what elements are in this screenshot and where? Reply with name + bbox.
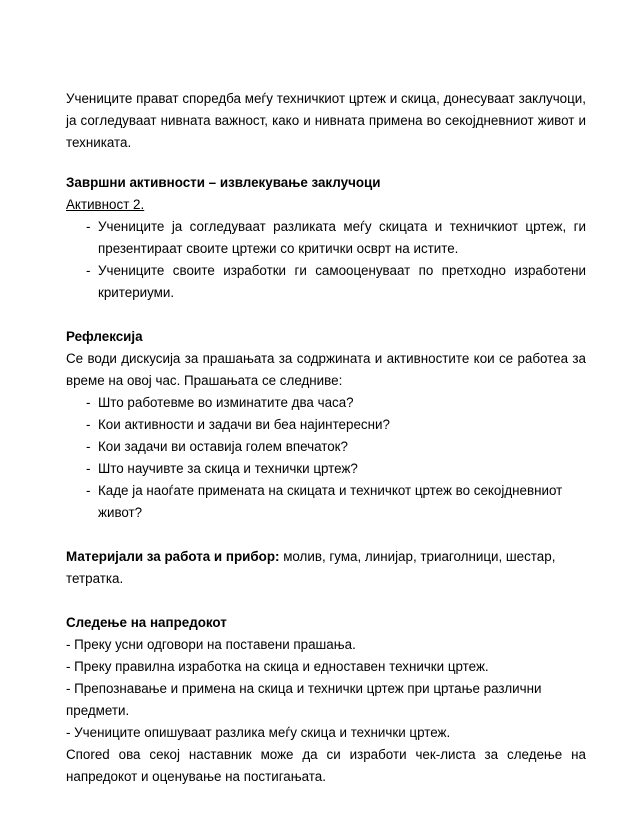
final-activities-list: [66, 216, 586, 304]
activity-label: Активност 2.: [66, 197, 145, 212]
progress-line: - Препознавање и примена на скица и технички цртеж при цртање различни предмети.: [66, 681, 542, 718]
document-page: [66, 88, 586, 788]
progress-heading: Следење на напредокот: [66, 615, 227, 630]
progress-line: - Учениците опишуваат разлика меѓу скица и технички цртеж.: [66, 725, 451, 740]
materials-line: [66, 546, 586, 590]
list-item: - Што работевме во изминатите два часа?: [66, 392, 586, 414]
materials-text: молив, гума, линијар, триаголници, шестар, тетратка.: [66, 549, 556, 586]
intro-paragraph: Учениците прават споредба меѓу техничкиот цртеж и скица, донесуваат заклучоци, ја согледуваат нивната важност, како и нивната примена во секојдневниот живот и техниката.: [66, 91, 586, 150]
progress-closing: Спored ова секој наставник може да си изработи чек-листа за следење на напредокот и оценување на постигањата.: [66, 747, 586, 784]
list-item: - Кои задачи ви оставија голем впечаток?: [66, 436, 586, 458]
list-item: - Учениците своите изработки ги самооценуваат по претходно изработени критериуми.: [66, 260, 586, 304]
reflection-intro: Се води дискусија за прашањата за содржината и активностите кои се работеа за време на овој час. Прашањата се следниве:: [66, 351, 586, 388]
list-item: - Каде ја наоѓате примената на скицата и техничкот цртеж во секојдневниот живот?: [66, 480, 586, 524]
materials-label: Материјали за работа и прибор:: [66, 549, 280, 564]
list-item: - Учениците ја согледуваат разликата меѓу скицата и техничкиот цртеж, ги презентираат своите цртежи со критички осврт на истите.: [66, 216, 586, 260]
list-item: - Што научивте за скица и технички цртеж?: [66, 458, 586, 480]
reflection-heading: Рефлексија: [66, 329, 143, 344]
list-item: - Кои активности и задачи ви беа најинтересни?: [66, 414, 586, 436]
progress-line: - Преку усни одговори на поставени прашања.: [66, 637, 356, 652]
reflection-questions-list: [66, 392, 586, 524]
progress-line: - Преку правилна изработка на скица и едноставен технички цртеж.: [66, 659, 489, 674]
final-activities-heading: Завршни активности – извлекување заклучоци: [66, 175, 381, 190]
